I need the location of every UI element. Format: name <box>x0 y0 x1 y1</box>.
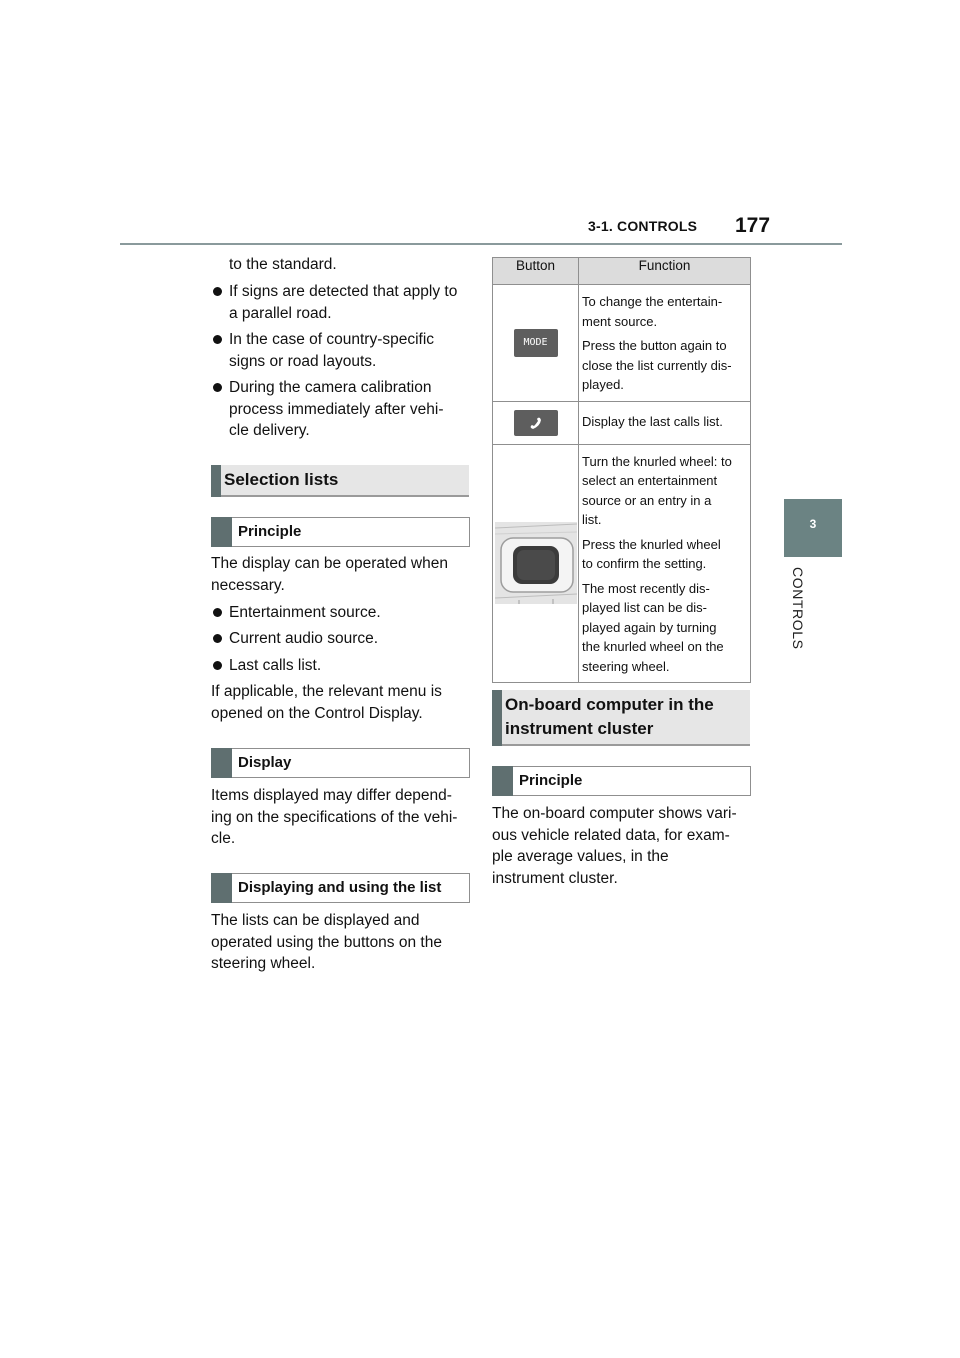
knurled-wheel-image <box>495 522 577 604</box>
list-item: Current audio source. <box>211 628 378 650</box>
header-rule <box>120 243 842 245</box>
heading-onboard-computer: On-board computer in the instrument cluster <box>492 690 750 746</box>
phone-button-icon <box>514 410 558 436</box>
button-function-table <box>492 257 751 683</box>
heading-display: Display <box>211 748 470 778</box>
bullet-dot-icon <box>213 383 222 392</box>
list-item: During the camera calibration process immediately after vehi- cle delivery. <box>211 377 444 442</box>
list-item: Entertainment source. <box>211 602 381 624</box>
chapter-label: CONTROLS <box>790 567 806 650</box>
page-number: 177 <box>735 214 771 237</box>
table-row: Turn the knurled wheel: to select an entertainment source or an entry in a list. Press the knurled wheel to confirm the setting. The most recently dis- played list can be dis- played again by turning the knurled wheel on the steering wheel. <box>493 444 751 683</box>
section-title: 3-1. CONTROLS <box>588 218 698 234</box>
table-row: Display the last calls list. <box>493 401 751 444</box>
bullet-dot-icon <box>213 608 222 617</box>
bullet-dot-icon <box>213 661 222 670</box>
mode-button-icon: MODE <box>514 329 558 357</box>
chapter-tab: 3 <box>784 499 842 557</box>
bullet-dot-icon <box>213 634 222 643</box>
paragraph: If applicable, the relevant menu is opened on the Control Display. <box>211 683 442 722</box>
column-header-function: Function <box>579 258 751 285</box>
list-item: If signs are detected that apply to a parallel road. <box>211 281 457 324</box>
bullet-dot-icon <box>213 287 222 296</box>
paragraph: The on-board computer shows vari- ous vehicle related data, for exam- ple average values, in the instrument cluster. <box>492 805 737 887</box>
heading-principle: Principle <box>211 517 470 547</box>
list-item: Last calls list. <box>211 655 321 677</box>
table-row: MODE To change the entertain- ment source. Press the button again to close the list currently dis- played. <box>493 285 751 402</box>
chapter-label-wrap <box>784 565 810 685</box>
column-header-button: Button <box>493 258 579 285</box>
list-item: In the case of country-specific signs or road layouts. <box>211 329 434 372</box>
bullet-dot-icon <box>213 335 222 344</box>
paragraph: The display can be operated when necessary. <box>211 555 448 594</box>
paragraph: The lists can be displayed and operated using the buttons on the steering wheel. <box>211 912 442 972</box>
paragraph: Items displayed may differ depend- ing on the specifications of the vehi- cle. <box>211 787 458 847</box>
heading-principle: Principle <box>492 766 751 796</box>
heading-displaying-list: Displaying and using the list <box>211 873 470 903</box>
continued-text: to the standard. <box>229 256 337 273</box>
heading-selection-lists: Selection lists <box>211 465 469 497</box>
